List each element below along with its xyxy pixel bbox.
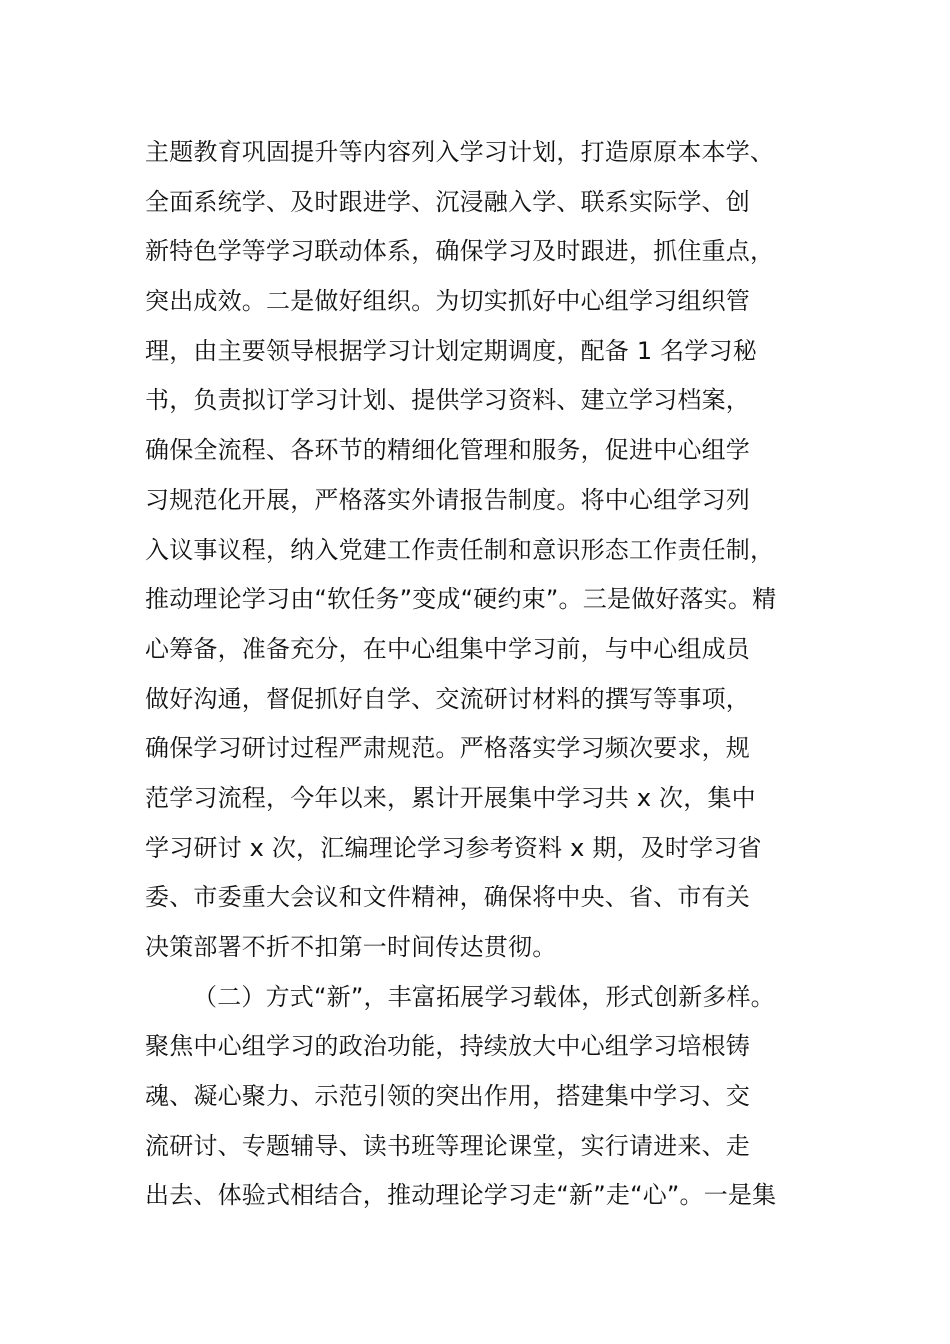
text-line-13: 确保学习研讨过程严肃规范。严格落实学习频次要求，规 bbox=[145, 734, 750, 763]
text-line-22: 出去、体验式相结合，推动理论学习走“新”走“心”。一是集 bbox=[145, 1181, 777, 1210]
text-line-17: 决策部署不折不扣第一时间传达贯彻。 bbox=[145, 933, 557, 961]
text-line-7: 确保全流程、各环节的精细化管理和服务，促进中心组学 bbox=[145, 436, 750, 465]
text-line-19: 聚焦中心组学习的政治功能，持续放大中心组学习培根铸 bbox=[145, 1032, 750, 1061]
text-line-16: 委、市委重大会议和文件精神，确保将中央、省、市有关 bbox=[145, 883, 750, 912]
body-text bbox=[145, 128, 825, 1221]
text-line-14: 范学习流程，今年以来，累计开展集中学习共 x 次，集中 bbox=[145, 783, 756, 812]
text-line-8: 习规范化开展，严格落实外请报告制度。将中心组学习列 bbox=[145, 485, 750, 514]
text-line-11: 心筹备，准备充分，在中心组集中学习前，与中心组成员 bbox=[145, 634, 750, 663]
section-heading-line: （二）方式“新”，丰富拓展学习载体，形式创新多样。 bbox=[193, 982, 775, 1011]
text-line-20: 魂、凝心聚力、示范引领的突出作用，搭建集中学习、交 bbox=[145, 1082, 750, 1111]
text-line-3: 新特色学等学习联动体系，确保学习及时跟进，抓住重点， bbox=[145, 237, 775, 266]
text-line-9: 入议事议程，纳入党建工作责任制和意识形态工作责任制， bbox=[145, 535, 775, 564]
text-line-6: 书，负责拟订学习计划、提供学习资料、建立学习档案， bbox=[145, 386, 750, 415]
text-line-1: 主题教育巩固提升等内容列入学习计划，打造原原本本学、 bbox=[145, 138, 775, 166]
text-line-2: 全面系统学、及时跟进学、沉浸融入学、联系实际学、创 bbox=[145, 187, 750, 216]
text-line-15: 学习研讨 x 次，汇编理论学习参考资料 x 期，及时学习省 bbox=[145, 833, 762, 862]
text-line-10: 推动理论学习由“软任务”变成“硬约束”。三是做好落实。精 bbox=[145, 585, 777, 614]
text-line-12: 做好沟通，督促抓好自学、交流研讨材料的撰写等事项， bbox=[145, 684, 750, 713]
text-line-4: 突出成效。二是做好组织。为切实抓好中心组学习组织管 bbox=[145, 287, 750, 316]
text-line-5: 理，由主要领导根据学习计划定期调度，配备 1 名学习秘 bbox=[145, 336, 757, 365]
text-line-21: 流研讨、专题辅导、读书班等理论课堂，实行请进来、走 bbox=[145, 1131, 750, 1160]
